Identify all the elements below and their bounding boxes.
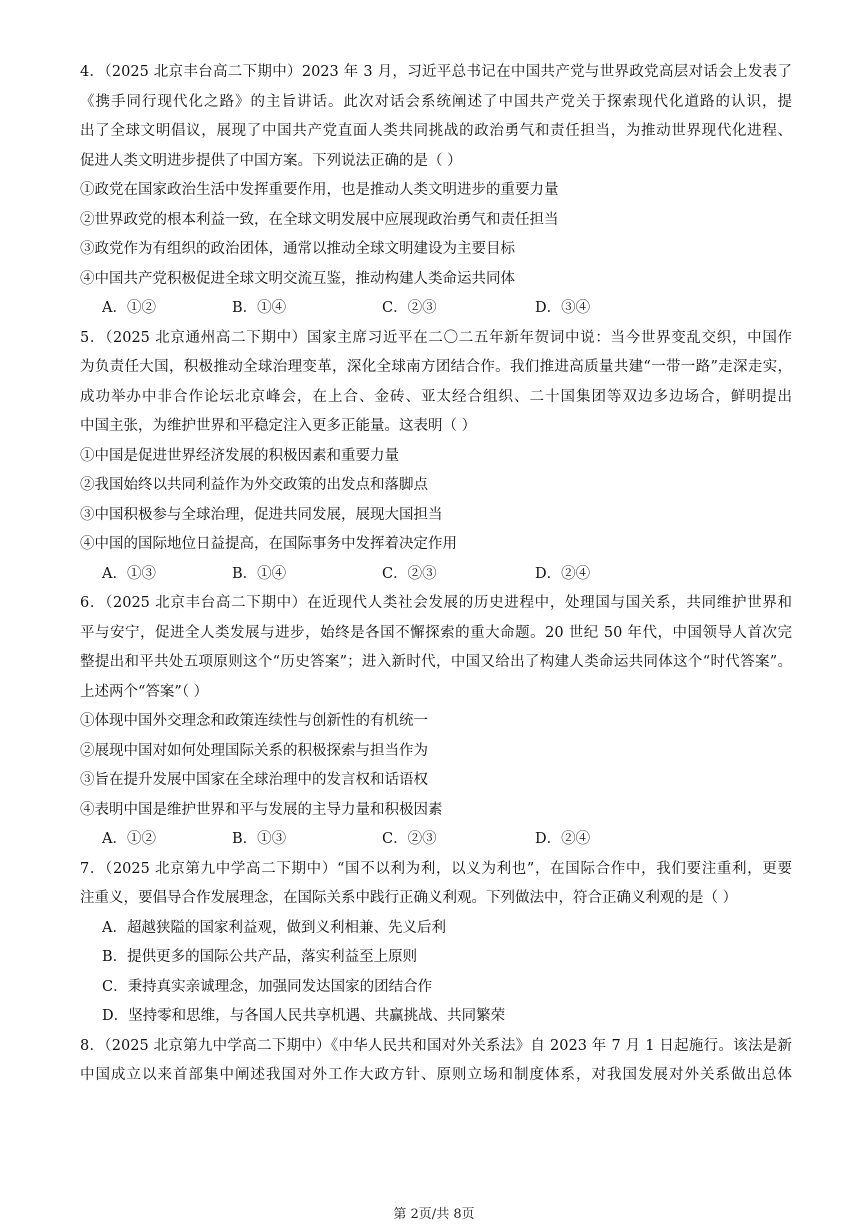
stem-line: 整提出和平共处五项原则这个“历史答案”；进入新时代，中国又给出了构建人类命运共同体这个“时代答案”。 — [80, 654, 792, 670]
statement: ③政党作为有组织的政治团体，通常以推动全球文明建设为主要目标 — [80, 241, 515, 257]
stem-line: 出了全球文明倡议，展现了中国共产党直面人类共同挑战的政治勇气和责任担当，为推动世界现代化进程、 — [80, 123, 792, 139]
stem-line: 《携手同行现代化之路》的主旨讲话。此次对话会系统阐述了中国共产党关于探索现代化道路的认识，提 — [80, 93, 792, 110]
stem-line: 中国成立以来首部集中阐述我国对外工作大政方针、原则立场和制度体系，对我国发展对外关系做出总体 — [80, 1067, 792, 1083]
choice-d: D．③④ — [535, 300, 591, 316]
question-stem — [80, 1032, 792, 1091]
statement: ①体现中国外交理念和政策连续性与创新性的有机统一 — [80, 713, 428, 729]
stem-line: 7．（2025 北京第九中学高二下期中）“国不以利为利，以义为利也”，在国际合作中，我们要注重利，更要 — [80, 860, 792, 877]
statement: ①中国是促进世界经济发展的积极因素和重要力量 — [80, 447, 399, 464]
question-stem — [80, 855, 792, 914]
document-page — [80, 58, 792, 1091]
option-d: D．坚持零和思维，与各国人民共享机遇、共赢挑战、共同繁荣 — [102, 1008, 506, 1024]
stem-line: 上述两个“答案”（ ） — [80, 683, 209, 700]
stem-line: 中国主张，为维护世界和平稳定注入更多正能量。这表明（ ） — [80, 418, 477, 434]
statement: ④中国共产党积极促进全球文明交流互鉴，推动构建人类命运共同体 — [80, 270, 515, 287]
question-stem — [80, 58, 792, 176]
choices-row — [80, 560, 792, 590]
choice-a: A．①② — [102, 300, 156, 316]
stem-line: 5．（2025 北京通州高二下期中）国家主席习近平在二〇二五年新年贺词中说：当今世界变乱交织，中国作 — [80, 329, 792, 346]
page-footer: 第 2页/共 8页 — [393, 1207, 475, 1222]
statement: ①政党在国家政治生活中发挥重要作用，也是推动人类文明进步的重要力量 — [80, 182, 559, 198]
choices-row — [80, 294, 792, 324]
choice-a: A．①③ — [102, 565, 156, 582]
stem-line: 注重义，要倡导合作发展理念，在国际关系中践行正确义利观。下列做法中，符合正确义利观的是（ ） — [80, 890, 738, 906]
stem-line: 促进人类文明进步提供了中国方案。下列说法正确的是（ ） — [80, 152, 462, 169]
question-stem — [80, 589, 792, 707]
statement: ③中国积极参与全球治理，促进共同发展，展现大国担当 — [80, 506, 443, 523]
choice-b: B．①③ — [232, 831, 287, 847]
question-7 — [80, 855, 792, 1032]
option-c: C．秉持真实亲诚理念，加强同发达国家的团结合作 — [102, 978, 433, 995]
statement: ④中国的国际地位日益提高，在国际事务中发挥着决定作用 — [80, 536, 457, 552]
choice-c: C．②③ — [382, 831, 437, 847]
choice-a: A．①② — [102, 831, 156, 847]
choice-c: C．②③ — [382, 300, 437, 316]
option-a: A．超越狭隘的国家利益观，做到义利相兼、先义后利 — [102, 919, 446, 936]
statement: ②展现中国对如何处理国际关系的积极探索与担当作为 — [80, 742, 428, 759]
stem-line: 平与安宁，促进全人类发展与进步，始终是各国不懈探索的重大命题。20 世纪 50 年代，中国领导人首次完 — [80, 624, 792, 641]
choice-b: B．①④ — [232, 565, 287, 582]
choices-row — [80, 825, 792, 855]
question-5 — [80, 324, 792, 590]
stem-line: 成功举办中非合作论坛北京峰会，在上合、金砖、亚太经合组织、二十国集团等双边多边场合，鲜明提出 — [80, 388, 792, 405]
statement: ④表明中国是维护世界和平与发展的主导力量和积极因素 — [80, 801, 443, 818]
statement: ③旨在提升发展中国家在全球治理中的发言权和话语权 — [80, 772, 428, 788]
choice-b: B．①④ — [232, 300, 287, 316]
stem-line: 6．（2025 北京丰台高二下期中）在近现代人类社会发展的历史进程中，处理国与国关系，共同维护世界和 — [80, 595, 792, 611]
question-stem — [80, 324, 792, 442]
question-6 — [80, 589, 792, 855]
choice-d: D．②④ — [535, 565, 591, 582]
stem-line: 4．（2025 北京丰台高二下期中）2023 年 3 月，习近平总书记在中国共产党与世界政党高层对话会上发表了 — [80, 64, 792, 80]
stem-line: 8．（2025 北京第九中学高二下期中）《中华人民共和国对外关系法》自 2023 年 7 月 1 日起施行。该法是新 — [80, 1037, 792, 1054]
question-4 — [80, 58, 792, 324]
question-8 — [80, 1032, 792, 1091]
statement: ②我国始终以共同利益作为外交政策的出发点和落脚点 — [80, 477, 428, 493]
statement: ②世界政党的根本利益一致，在全球文明发展中应展现政治勇气和责任担当 — [80, 211, 559, 228]
stem-line: 为负责任大国，积极推动全球治理变革，深化全球南方团结合作。我们推进高质量共建“一带一路”走深走实， — [80, 359, 792, 375]
choice-d: D．②④ — [535, 831, 591, 847]
choice-c: C．②③ — [382, 565, 437, 582]
option-b: B．提供更多的国际公共产品，落实利益至上原则 — [102, 949, 418, 965]
